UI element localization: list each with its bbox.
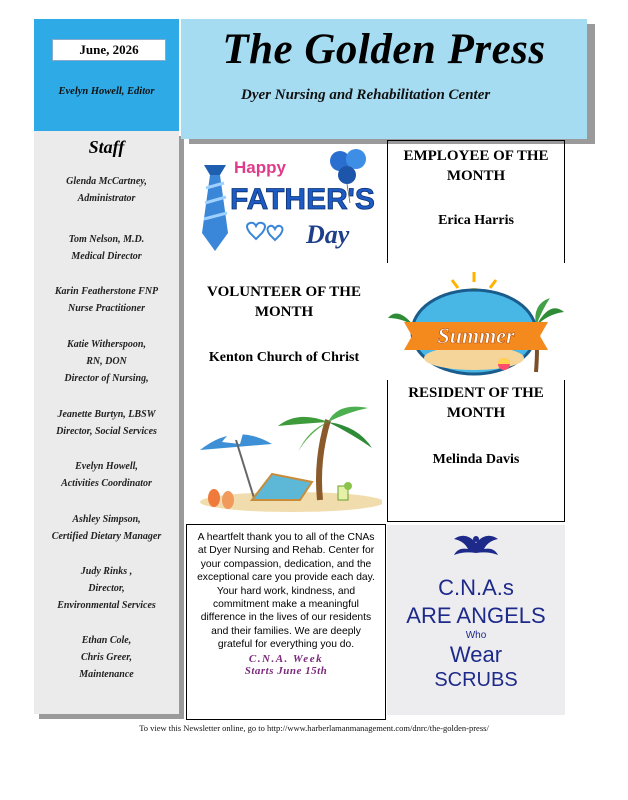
angels-line-2: ARE ANGELS: [406, 603, 546, 628]
staff-line: Medical Director: [71, 251, 142, 262]
staff-entry: [34, 173, 179, 207]
fathers-text: FATHER'S: [230, 183, 375, 216]
date-panel: [34, 19, 179, 131]
staff-line: Ashley Simpson,: [72, 514, 141, 525]
volunteer-of-month-heading: VOLUNTEER OF THE MONTH: [207, 284, 361, 320]
cna-week-label: C.N.A. Week: [248, 652, 324, 665]
employee-of-month-box: [387, 140, 565, 263]
beach-chair-icon: [252, 474, 312, 500]
cna-week-start-date: Starts June 15th: [244, 664, 328, 677]
resident-of-month-heading: RESIDENT OF THE MONTH: [408, 385, 544, 421]
staff-entry: [34, 563, 179, 614]
staff-entry: [34, 511, 179, 545]
staff-line: Jeanette Burtyn, LBSW: [57, 409, 156, 420]
staff-line: Director of Nursing,: [64, 373, 149, 384]
staff-line: Ethan Cole,: [81, 635, 132, 646]
staff-entry: [34, 458, 179, 492]
staff-heading: Staff: [88, 137, 125, 157]
staff-line: Administrator: [77, 193, 136, 204]
staff-line: Judy Rinks ,: [80, 566, 133, 577]
employee-of-month-heading: EMPLOYEE OF THE MONTH: [403, 148, 549, 184]
happy-text: Happy: [234, 158, 286, 177]
staff-entry: [34, 231, 179, 265]
angels-line-5: SCRUBS: [434, 669, 518, 691]
thank-you-message: A heartfelt thank you to all of the CNAs at Dyer Nursing and Rehab. Center for your compassion, dedication, and the exceptional care you provide each day. Your hard work, kindness, and commitment make a meaningful difference in the lives of our residents and their families. We are deeply grateful for everything you do.: [197, 532, 375, 651]
footer-online-link[interactable]: To view this Newsletter online, go to http://www.harberlamanmanagement.com/dnrc/the-golden-press/: [139, 723, 489, 733]
staff-line: Chris Greer,: [80, 652, 133, 663]
staff-line: Glenda McCartney,: [66, 176, 147, 187]
summer-badge-art: [386, 266, 566, 381]
facility-name: Dyer Nursing and Rehabilitation Center: [241, 87, 491, 103]
staff-line: Certified Dietary Manager: [51, 531, 162, 542]
necktie-icon: [202, 165, 228, 251]
staff-line: Tom Nelson, M.D.: [68, 234, 145, 245]
staff-line: Evelyn Howell,: [75, 461, 138, 472]
staff-line: Nurse Practitioner: [68, 303, 145, 314]
issue-date: June, 2026: [52, 39, 166, 61]
cna-angels-graphic: [387, 525, 565, 715]
editor-credit: Evelyn Howell, Editor: [58, 86, 155, 97]
resident-of-month-box: [387, 380, 565, 522]
resident-name: Melinda Davis: [432, 452, 520, 467]
angels-line-1: C.N.A.s: [438, 575, 514, 600]
day-text: Day: [306, 220, 350, 249]
staff-line: Karin Featherstone FNP: [54, 286, 159, 297]
employee-name: Erica Harris: [438, 213, 514, 228]
staff-sidebar: [34, 131, 179, 714]
staff-line: Activities Coordinator: [61, 478, 152, 489]
newsletter-title: The Golden Press: [222, 26, 546, 73]
staff-line: Maintenance: [79, 669, 134, 680]
summer-text: Summer: [437, 323, 515, 348]
cna-thank-you-box: [186, 524, 386, 720]
angels-line-3: Who: [465, 630, 487, 641]
staff-entry: [34, 406, 179, 440]
staff-line: Katie Witherspoon,: [67, 339, 146, 350]
staff-entry: [34, 336, 179, 387]
staff-line: RN, DON: [86, 356, 127, 367]
staff-entry: [34, 632, 179, 683]
angel-wings-icon: [454, 533, 498, 561]
staff-line: Director,: [88, 583, 125, 594]
staff-entry: [34, 283, 179, 317]
angels-line-4: Wear: [449, 642, 503, 667]
hearts-icon: [247, 223, 283, 240]
masthead: [181, 19, 587, 139]
fathers-day-art: [190, 143, 380, 255]
beach-ball-icon: [498, 358, 510, 370]
beach-scene-art: [192, 400, 382, 518]
staff-line: Director, Social Services: [56, 426, 157, 437]
volunteer-name: Kenton Church of Christ: [208, 350, 360, 365]
staff-line: Environmental Services: [57, 600, 156, 611]
